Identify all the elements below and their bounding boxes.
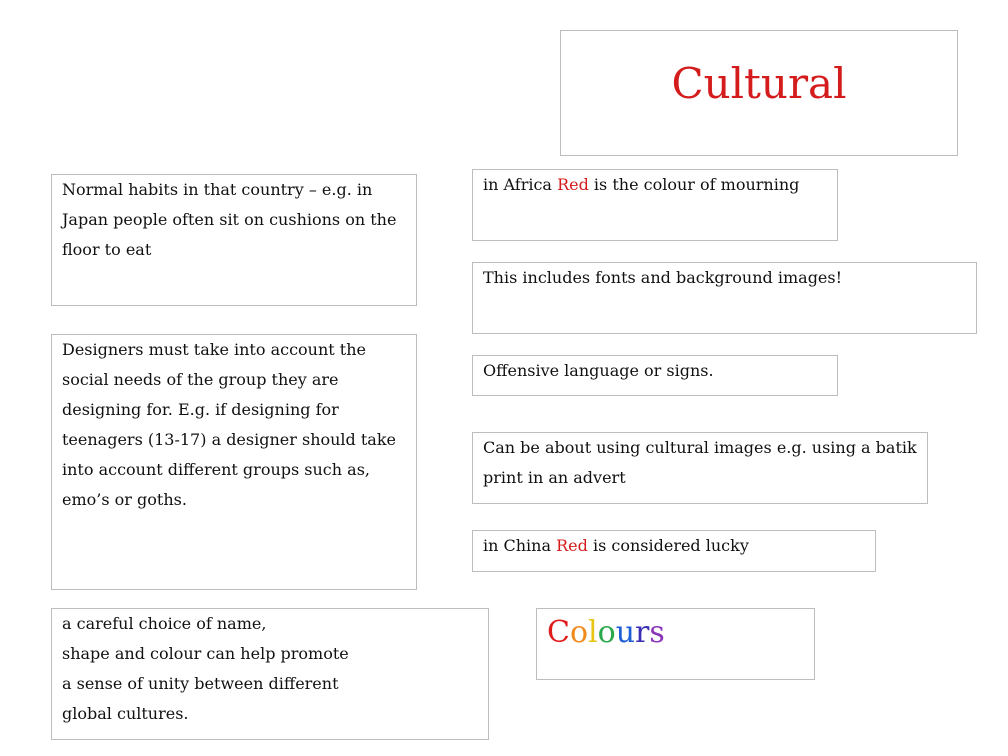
habits-text: Normal habits in that country – e.g. in Japan people often sit on cushions on the floor to eat <box>62 180 397 259</box>
offensive-text: Offensive language or signs. <box>483 361 714 380</box>
careful-line-1: a careful choice of name, <box>62 614 267 633</box>
fonts-text: This includes fonts and background images! <box>483 268 843 287</box>
colours-word <box>547 613 804 653</box>
fonts-text-box <box>472 262 977 334</box>
colours-letter: o <box>569 615 589 650</box>
title-box <box>560 30 958 156</box>
colours-text-box <box>536 608 815 680</box>
africa-red-word: Red <box>557 175 589 194</box>
colours-letter: l <box>588 615 598 650</box>
batik-text: Can be about using cultural images e.g. using a batik print in an advert <box>483 438 917 487</box>
colours-letter: o <box>597 615 616 650</box>
colours-letter: s <box>649 615 665 650</box>
careful-line-3: a sense of unity between different <box>62 674 339 693</box>
batik-text-box <box>472 432 928 504</box>
africa-prefix: in Africa <box>483 175 558 194</box>
colours-letter: C <box>547 615 570 650</box>
china-text-box <box>472 530 876 572</box>
africa-suffix: is the colour of mourning <box>588 175 800 194</box>
social-text-box <box>51 334 417 590</box>
social-text: Designers must take into account the social needs of the group they are designing for. E.g. if designing for teenagers (13-17) a designer should take into account different groups such as, emo’s or goths. <box>62 340 397 509</box>
careful-line-2: shape and colour can help promote <box>62 644 349 663</box>
africa-text-box <box>472 169 838 241</box>
page-title: Cultural <box>671 59 847 108</box>
china-red-word: Red <box>556 536 588 555</box>
colours-letter: u <box>615 615 636 650</box>
offensive-text-box <box>472 355 838 396</box>
careful-line-4: global cultures. <box>62 704 189 723</box>
careful-choice-text-box <box>51 608 489 740</box>
china-prefix: in China <box>483 536 557 555</box>
china-suffix: is considered lucky <box>587 536 749 555</box>
colours-letter: r <box>635 615 650 650</box>
habits-text-box <box>51 174 417 306</box>
